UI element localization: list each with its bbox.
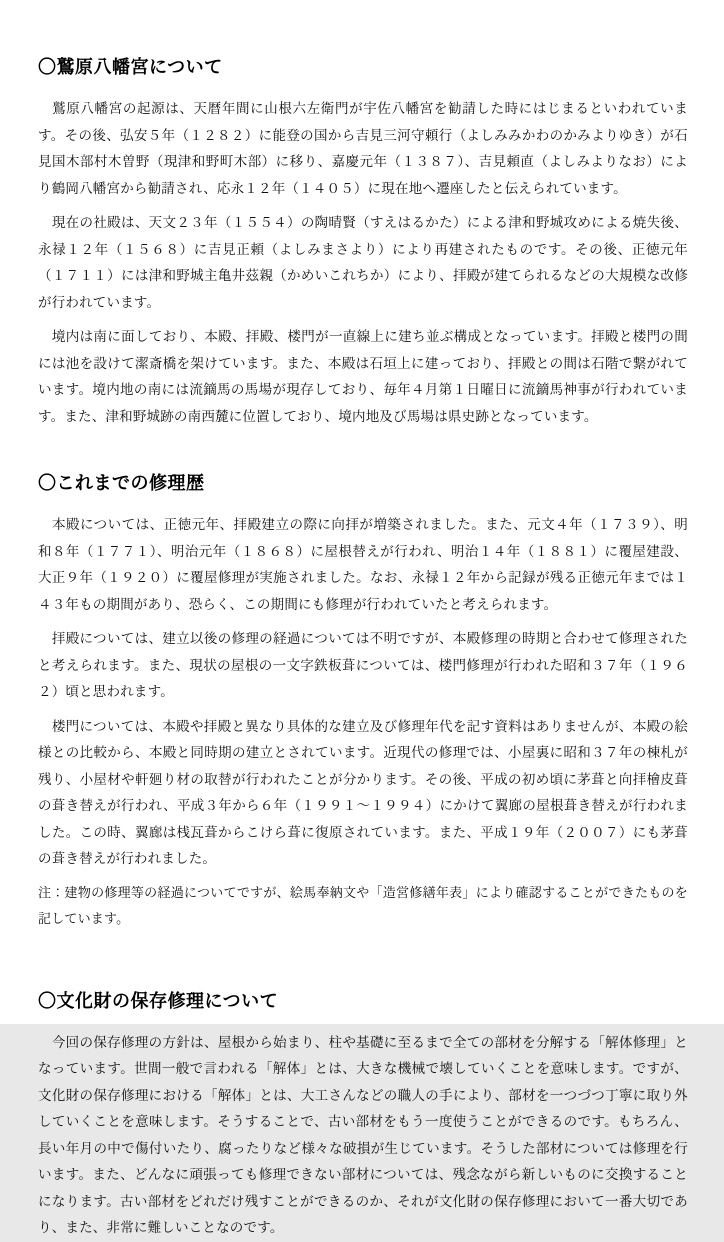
section-heading-repair-history: 〇これまでの修理歴 [38,473,205,494]
paragraph-honden-repairs: 本殿については、正徳元年、拝殿建立の際に向拝が増築されました。また、元文４年（１７３９）、明和８年（１７７１）、明治元年（１８６８）に屋根替えが行われ、明治１４年（１８８１）に覆屋建設、大正９年（１９２０）に覆屋修理が実施されました。なお、永禄１２年から記録が残る正徳元年までは１４３年もの期間があり、恐らく、この期間にも修理が行われていたと考えられます。 [38,517,688,613]
paragraph-romon-repairs: 楼門については、本殿や拝殿と異なり具体的な建立及び修理年代を記す資料はありませんが、本殿の絵様との比較から、本殿と同時期の建立とされています。近現代の修理では、小屋裏に昭和３７年の棟札が残り、小屋材や軒廻り材の取替が行われたことが分かります。その後、平成の初め頃に茅葺と向拝檜皮葺の葺き替えが行われ、平成３年から６年（１９９１～１９９４）にかけて翼廊の屋根葺き替えが行われました。この時、翼廊は桟瓦葺からこけら葺に復原されています。また、平成１９年（２００７）にも茅葺の葺き替えが行われました。 [38,718,688,867]
paragraph-haiden-repairs: 拝殿については、建立以後の修理の経過については不明ですが、本殿修理の時期と合わせて修理されたと考えられます。また、現状の屋根の一文字鉄板葺については、楼門修理が行われた昭和３７年（１９６２）頃と思われます。 [38,631,688,700]
paragraph-shrine-origin: 鷲原八幡宮の起源は、天暦年間に山根六左衛門が宇佐八幡宮を勧請した時にはじまるといわれています。その後、弘安５年（１２８２）に能登の国から吉見三河守頼行（よしみみかわのかみよりゆき）が石見国木部村木曽野（現津和野町木部）に移り、嘉慶元年（１３８７）、吉見頼直（よしみよりなお）により鶴岡八幡宮から勧請され、応永１２年（１４０５）に現在地へ遷座したと伝えられています。 [38,101,688,197]
section-repair-history [38,472,688,934]
section-preservation-repair [38,990,688,1242]
paragraph-note: 注：建物の修理等の経過についてですが、絵馬奉納文や「造営修繕年表」により確認することができたものを記しています。 [38,885,688,927]
paragraph-current-shaden: 現在の社殿は、天文２３年（１５５４）の陶晴賢（すえはるかた）による津和野城攻めによる焼失後、永禄１２年（１５６８）に吉見正頼（よしみまさより）により再建されたものです。その後、正徳元年（１７１１）には津和野城主亀井茲親（かめいこれちか）により、拝殿が建てられるなどの大規模な改修が行われています。 [38,215,688,311]
paragraph-precincts: 境内は南に面しており、本殿、拝殿、楼門が一直線上に建ち並ぶ構成となっています。拝殿と楼門の間には池を設けて潔斎橋を架けています。また、本殿は石垣上に建っており、拝殿との間は石階で繋がれています。境内地の南には流鏑馬の馬場が現存しており、毎年４月第１日曜日に流鏑馬神事が行われています。また、津和野城跡の南西麓に位置しており、境内地及び馬場は県史跡となっています。 [38,329,688,425]
section-heading-about-shrine: 〇鷲原八幡宮について [38,57,223,78]
paragraph-preservation-policy: 今回の保存修理の方針は、屋根から始まり、柱や基礎に至るまで全ての部材を分解する「解体修理」となっています。世間一般で言われる「解体」とは、大きな機械で壊していくことを意味します。ですが、文化財の保存修理における「解体」とは、大工さんなどの職人の手により、部材を一つづつ丁寧に取り外していくことを意味します。そうすることで、古い部材をもう一度使うことができるのです。もちろん、長い年月の中で傷付いたり、腐ったりなど様々な破損が生じています。そうした部材については修理を行います。また、どんなに頑張っても修理できない部材については、残念ながら新しいものに交換することになります。古い部材をどれだけ残すことができるのか、それが文化財の保存修理において一番大切であり、また、非常に難しいことなのです。 [38,1034,688,1236]
section-heading-preservation-repair: 〇文化財の保存修理について [38,990,279,1012]
section-about-shrine [38,56,688,430]
